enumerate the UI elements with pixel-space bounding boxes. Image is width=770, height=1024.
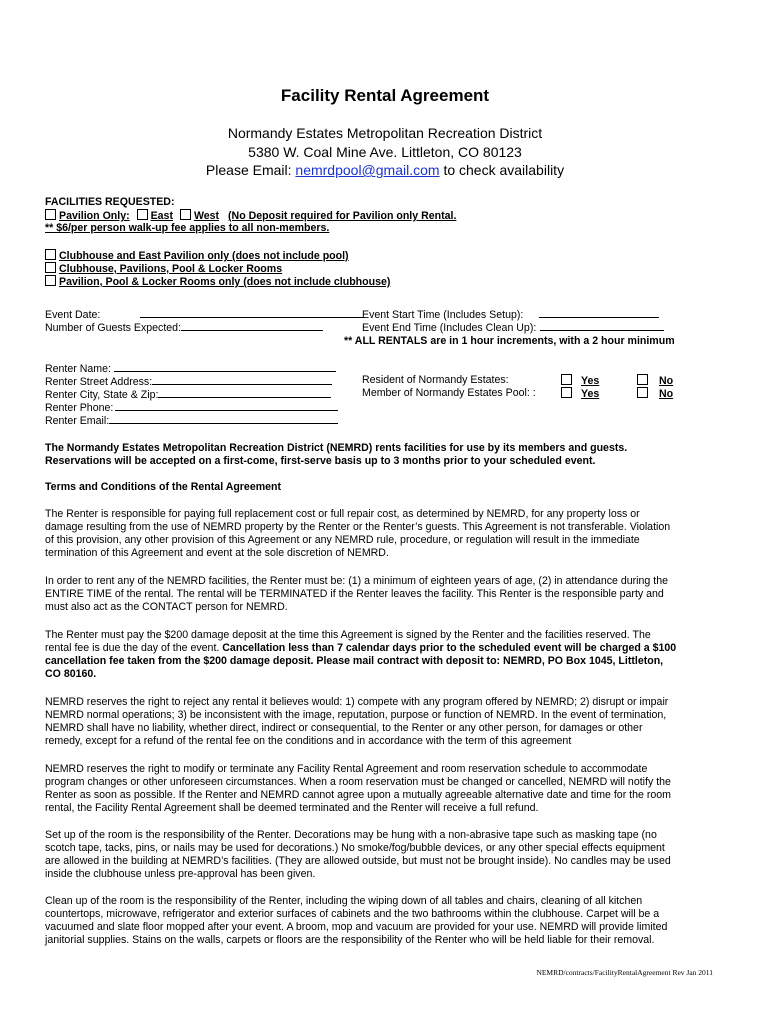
option-1-checkbox[interactable] [45,249,56,260]
terms-paragraph-3 [45,629,725,681]
member-no [637,387,673,401]
terms-paragraph-2 [45,575,725,614]
p2-line: must also act as the CONTACT person for NEMRD. [45,601,288,613]
renter-phone-label: Renter Phone: [45,402,114,414]
p7-line: countertops, microwave, refrigerator and exterior surfaces of cabinets and the two bathrooms within the clubhouse. Carpet will be a [45,908,660,920]
email-prefix: Please Email: [205,162,296,178]
option-3-label: Pavilion, Pool & Locker Rooms only (does not include clubhouse) [59,276,391,288]
renter-name-label: Renter Name: [45,363,111,375]
p4-line: NEMRD normal operations; 3) be inconsistent with the image, reputation, purpose or function of NEMRD. In the event of termination, [45,709,667,721]
terms-paragraph-1 [45,508,725,560]
pavilion-only-checkbox[interactable] [45,209,56,220]
facility-option-2 [45,262,282,276]
p5-line: rental, the Facility Rental Agreement shall be deemed terminated and the Renter will receive a full refund. [45,802,539,814]
option-2-checkbox[interactable] [45,262,56,273]
org-name: Normandy Estates Metropolitan Recreation District [227,125,543,141]
email-line [0,162,770,178]
p3-line-2 [45,642,725,655]
terms-paragraph-7 [45,895,725,947]
resident-yes-label: Yes [581,375,600,387]
page-title: Facility Rental Agreement [280,86,490,105]
member-yes-label: Yes [581,388,600,400]
intro-line-2: Reservations will be accepted on a first-come, first-serve basis up to 3 months prior to your scheduled event. [45,455,596,467]
renter-city-label: Renter City, State & Zip: [45,389,159,401]
footer-revision: NEMRD/contracts/FacilityRentalAgreement Rev Jan 2011 [536,968,713,977]
resident-no-checkbox[interactable] [637,374,648,385]
resident-yes-checkbox[interactable] [561,374,572,385]
p3-line-2-bold: Cancellation less than 7 calendar days prior to the scheduled event will be charged a $100 [222,642,677,654]
p1-line: damage resulting from the use of NEMRD property by the Renter or the Renter’s guests. This Agreement is not transferable. Violation [45,521,671,533]
resident-yes [561,374,599,388]
intro-line-1: The Normandy Estates Metropolitan Recreation District (NEMRD) rents facilities for use by its members and guests. [45,442,628,454]
facility-option-1 [45,249,349,263]
member-no-label: No [659,388,674,400]
facility-option-3 [45,275,390,289]
resident-no-label: No [659,375,674,387]
option-1-label: Clubhouse and East Pavilion only (does not include pool) [59,250,349,262]
end-time-label: Event End Time (Includes Clean Up): [362,322,537,334]
renter-street-label: Renter Street Address: [45,376,153,388]
email-link[interactable]: nemrdpool@gmail.com [295,162,440,178]
p6-line: are allowed in the building at NEMRD’s facilities. (They are allowed outside, but must not be brought inside). No candles may be used [45,855,671,867]
start-time-label: Event Start Time (Includes Setup): [362,309,524,321]
p4-line: NEMRD reserves the right to reject any rental it believes would: 1) compete with any program offered by NEMRD; 2) disrupt or impair [45,696,669,708]
p7-line: janitorial supplies. Stains on the walls, carpets or floors are the responsibility of the Renter who will be held liable for their removal. [45,934,655,946]
end-time-field[interactable] [540,320,664,331]
end-time-row [362,320,664,335]
resident-no [637,374,673,388]
renter-email-row [45,413,338,428]
renter-email-label: Renter Email: [45,415,110,427]
guests-field[interactable] [181,320,323,331]
p4-line: remedy, except for a refund of the rental fee on the conditions and in accordance with the term of this agreement [45,735,572,747]
resident-label: Resident of Normandy Estates: [362,374,509,386]
east-checkbox[interactable] [137,209,148,220]
west-checkbox[interactable] [180,209,191,220]
p6-line: inside the clubhouse unless pre-approval has been given. [45,868,316,880]
terms-paragraph-6 [45,829,725,881]
p3-line-2-normal: rental fee is due the day of the event. [45,642,223,654]
p5-line: NEMRD reserves the right to modify or terminate any Facility Rental Agreement and room reservation schedule to accommodate [45,763,648,775]
option-3-checkbox[interactable] [45,275,56,286]
east-label: East [150,210,173,222]
org-address: 5380 W. Coal Mine Ave. Littleton, CO 80123 [248,144,522,160]
p7-line: Clean up of the room is the responsibility of the Renter, including the wiping down of all tables and chairs, cleaning of all kitchen [45,895,643,907]
terms-paragraph-5 [45,763,725,815]
pavilion-only-label: Pavilion Only: [59,210,130,222]
renter-street-field[interactable] [152,374,332,385]
terms-paragraph-4 [45,696,725,748]
renter-phone-field[interactable] [115,400,338,411]
renter-name-field[interactable] [114,361,336,372]
no-deposit-note: (No Deposit required for Pavilion only Rental. [228,210,457,222]
email-suffix: to check availability [439,162,565,178]
p5-line: program changes or other unforeseen circumstances. When a room reservation must be changed or cancelled, NEMRD will notify the [45,776,671,788]
renter-city-field[interactable] [158,387,331,398]
pavilion-only-row [45,209,456,223]
p4-line: NEMRD shall have no liability, whether direct, indirect or consequential, to the Renter or any other person, for damages or other [45,722,643,734]
increments-note: ** ALL RENTALS are in 1 hour increments, with a 2 hour minimum [344,335,675,347]
walkup-fee-note: ** $6/per person walk-up fee applies to all non-members. [45,222,330,234]
p1-line: The Renter is responsible for paying full replacement cost or full repair cost, as determined by NEMRD, for any property loss or [45,508,640,520]
west-label: West [193,210,220,222]
terms-heading: Terms and Conditions of the Rental Agreement [45,481,282,493]
p2-line: In order to rent any of the NEMRD facilities, the Renter must be: (1) a minimum of eighteen years of age, (2) in attendance during the [45,575,668,587]
event-date-label: Event Date: [45,309,101,321]
p6-line: Set up of the room is the responsibility of the Renter. Decorations may be hung with a non-abrasive tape such as masking tape (no [45,829,657,841]
guests-label: Number of Guests Expected: [45,322,182,334]
p3-line-1: The Renter must pay the $200 damage deposit at the time this Agreement is signed by the Renter and the facilities reserved. The [45,629,651,641]
member-yes-checkbox[interactable] [561,387,572,398]
start-time-field[interactable] [539,307,659,318]
renter-email-field[interactable] [109,413,338,424]
guests-row [45,320,323,335]
p7-line: vacuumed and slate floor mopped after your event. A broom, mop and vacuum are provided for your use. NEMRD will provide limited [45,921,668,933]
member-label: Member of Normandy Estates Pool: : [362,387,536,399]
event-date-field[interactable] [140,307,364,318]
p3-line-4: CO 80160. [45,668,97,680]
facilities-heading: FACILITIES REQUESTED: [45,196,175,208]
p3-line-3: cancellation fee taken from the $200 damage deposit. Please mail contract with deposit to: NEMRD, PO Box 1045, Littleton, [45,655,664,667]
p5-line: Renter as soon as possible. If the Renter and NEMRD cannot agree upon a mutually agreeable alternative date and time for the room [45,789,671,801]
member-yes [561,387,599,401]
p1-line: termination of this Agreement and event at the sole discretion of NEMRD. [45,547,389,559]
member-no-checkbox[interactable] [637,387,648,398]
p6-line: scotch tape, tacks, pins, or nails may be used for decorations.) No smoke/fog/bubble devices, or any other special effects equipment [45,842,665,854]
p2-line: ENTIRE TIME of the rental. The rental will be TERMINATED if the Renter leaves the facility. This Renter is the responsible party and [45,588,664,600]
option-2-label: Clubhouse, Pavilions, Pool & Locker Rooms [59,263,283,275]
p1-line: of this provision, any other provision of this Agreement or any NEMRD rule, procedure, or regulation will result in the immediate [45,534,640,546]
